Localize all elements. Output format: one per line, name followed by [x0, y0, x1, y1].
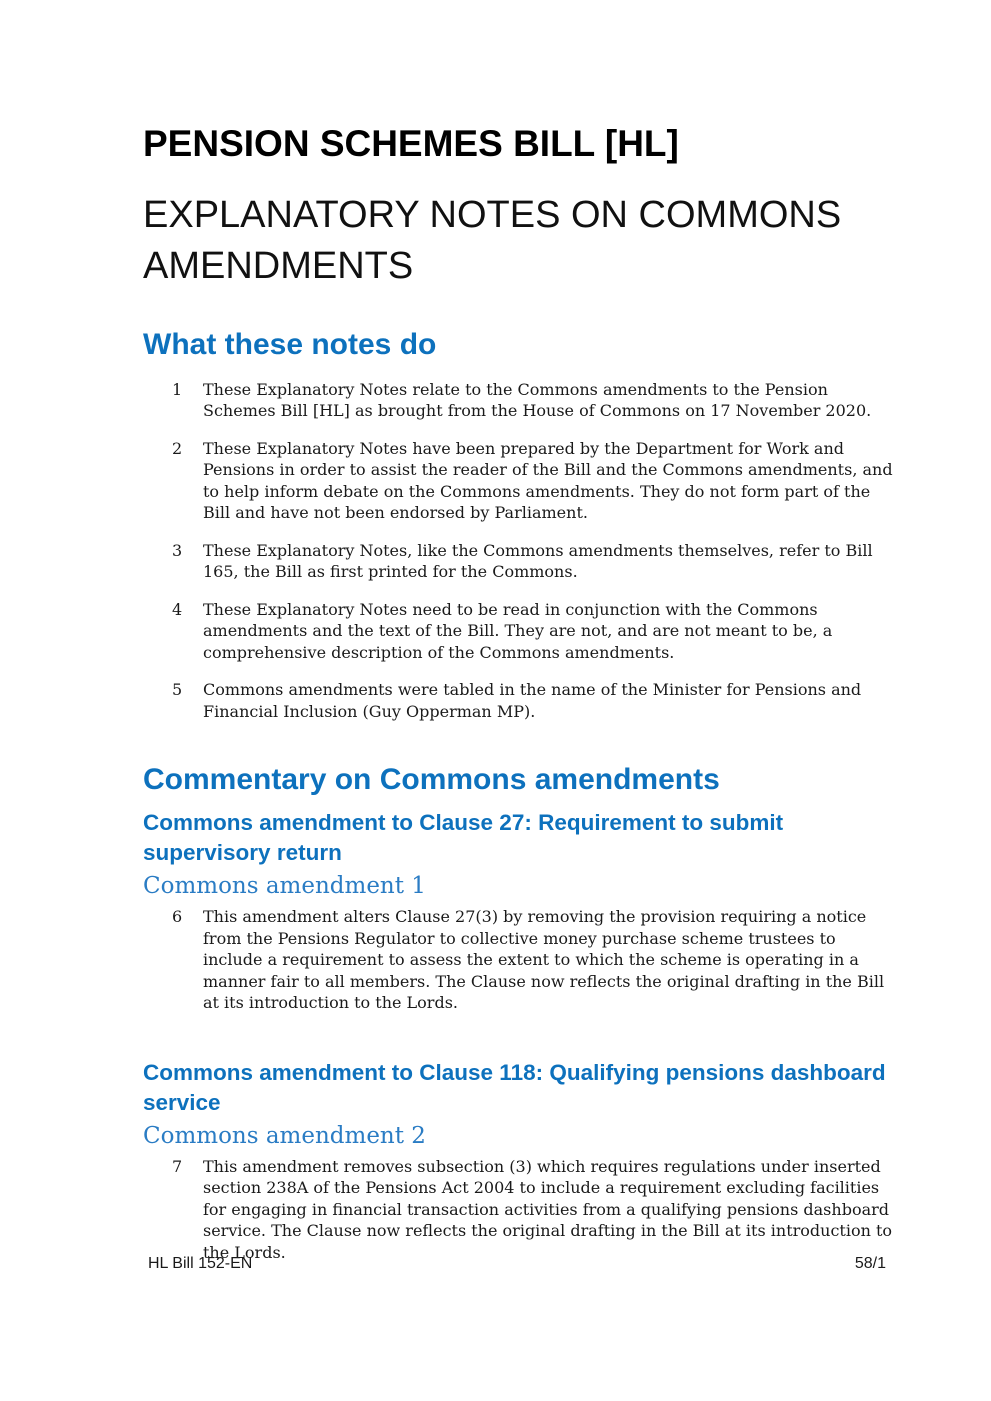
commons-amendment-1-label: Commons amendment 1: [143, 873, 426, 900]
footer-bill-reference: HL Bill 152-EN: [148, 1255, 253, 1272]
numbered-paragraph: [143, 438, 894, 524]
commentary-subsection-clause-118: [143, 1058, 894, 1264]
paragraph-text: These Explanatory Notes need to be read in conjunction with the Commons amendments and the text of the Bill. They are not, and are not meant to be, a comprehensive description of the Commons amendments.: [203, 599, 833, 662]
paragraph-text: Commons amendments were tabled in the name of the Minister for Pensions and Financial Inclusion (Guy Opperman MP).: [203, 680, 862, 721]
bill-subtitle: EXPLANATORY NOTES ON COMMONS AMENDMENTS: [143, 193, 842, 287]
numbered-paragraph: [143, 906, 894, 1014]
commentary-subsection-clause-27: [143, 808, 894, 1014]
paragraph-number: 2: [172, 438, 183, 458]
section-heading-commentary: Commentary on Commons amendments: [143, 763, 720, 797]
bill-title: PENSION SCHEMES BILL [HL]: [143, 123, 679, 164]
clause-118-heading: Commons amendment to Clause 118: Qualifying pensions dashboard service: [143, 1059, 886, 1115]
paragraph-text: These Explanatory Notes, like the Commons amendments themselves, refer to Bill 165, the Bill as first printed for the Commons.: [203, 540, 873, 582]
paragraph-number: 1: [172, 379, 183, 399]
clause-27-heading: Commons amendment to Clause 27: Requirement to submit supervisory return: [143, 810, 784, 866]
paragraph-number: 3: [172, 540, 183, 560]
paragraph-text: This amendment removes subsection (3) which requires regulations under inserted section 238A of the Pensions Act 2004 to include a requirement excluding facilities for engaging in financial transaction activities from a qualifying pensions dashboard service. The Clause now reflects the original drafting in the Bill at its introduction to the Lords.: [203, 1156, 893, 1262]
commons-amendment-2-label: Commons amendment 2: [143, 1122, 426, 1149]
paragraph-text: These Explanatory Notes relate to the Commons amendments to the Pension Schemes Bill [HL] as brought from the House of Commons on 17 November 2020.: [203, 379, 872, 421]
paragraph-number: 5: [172, 680, 183, 700]
section-heading-what-these-notes-do: What these notes do: [143, 327, 437, 361]
numbered-paragraph: [143, 1156, 894, 1264]
notes-paragraph-list: [143, 379, 894, 723]
numbered-paragraph: [143, 679, 894, 722]
page-footer: [148, 1255, 886, 1273]
footer-page-number: 58/1: [854, 1255, 886, 1272]
numbered-paragraph: [143, 599, 894, 664]
numbered-paragraph: [143, 540, 894, 583]
paragraph-text: These Explanatory Notes have been prepared by the Department for Work and Pensions in order to assist the reader of the Bill and the Commons amendments, and to help inform debate on the Commons amendments. They do not form part of the Bill and have not been endorsed by Parliament.: [203, 438, 893, 523]
paragraph-text: This amendment alters Clause 27(3) by removing the provision requiring a notice from the Pensions Regulator to collective money purchase scheme trustees to include a requirement to assess the extent to which the scheme is operating in a manner fair to all members. The Clause now reflects the original drafting in the Bill at its introduction to the Lords.: [203, 907, 885, 1013]
paragraph-number: 4: [172, 599, 183, 619]
paragraph-number: 7: [172, 1156, 183, 1176]
numbered-paragraph: [143, 379, 894, 422]
paragraph-number: 6: [172, 907, 183, 927]
